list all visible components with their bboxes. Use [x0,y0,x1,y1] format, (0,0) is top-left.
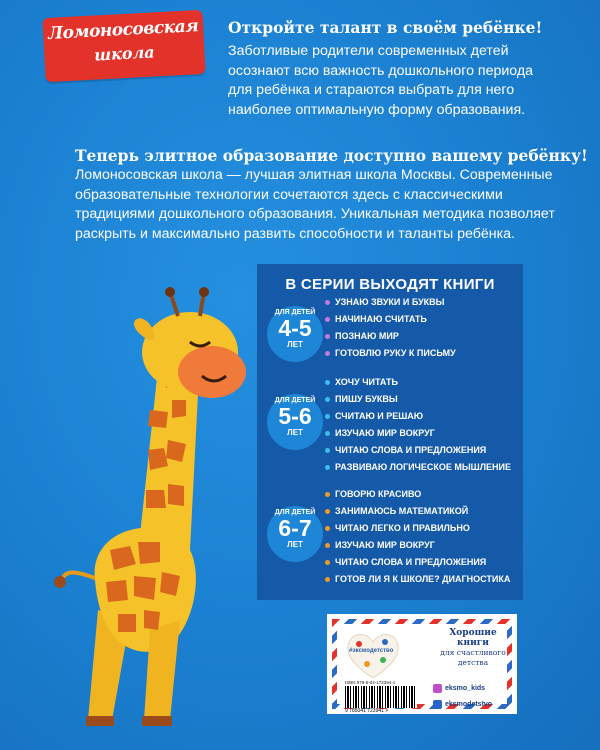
book-title: ЧИТАЮ СЛОВА И ПРЕДЛОЖЕНИЯ [335,445,487,455]
book-title: РАЗВИВАЮ ЛОГИЧЕСКОЕ МЫШЛЕНИЕ [335,462,512,472]
book-title: ЗАНИМАЮСЬ МАТЕМАТИКОЙ [335,506,469,516]
sticker-body [337,624,507,714]
age-unit: ЛЕТ [287,540,303,549]
list-item [325,374,511,391]
headline-elite-education: Теперь элитное образование доступно вашему ребёнку! [75,146,588,165]
book-title: ПОЗНАЮ МИР [335,331,399,341]
book-title: СЧИТАЮ И РЕШАЮ [335,411,424,421]
book-list-5-6 [325,374,511,476]
book-title: ГОВОРЮ КРАСИВО [335,489,422,499]
book-title: ПИШУ БУКВЫ [335,394,398,404]
heart-icon [345,630,401,680]
list-item [325,486,510,503]
list-item [325,425,511,442]
book-series-panel [257,264,523,600]
slogan-line-2: книги [457,638,489,648]
slogan-line-3: для счастливого [440,648,506,657]
paragraph-parents: Заботливые родители современных детей осознают всю важность дошкольного периода для ребёнка и стараются выбрать для него наиболее оптимальную форму образования. [228,43,534,118]
list-item [325,537,510,554]
list-item [325,520,510,537]
slogan [433,628,513,668]
book-title: ГОТОВ ЛИ Я К ШКОЛЕ? ДИАГНОСТИКА [335,574,511,584]
lomonosov-school-logo [42,10,205,82]
barcode-number: 9 785041 723941 > [345,708,389,714]
list-item [325,554,510,571]
age-range: 6-7 [278,515,312,541]
publisher-sticker [327,614,517,714]
age-caption: ДЛЯ ДЕТЕЙ [274,397,316,404]
age-unit: ЛЕТ [287,428,303,437]
age-range: 4-5 [278,315,312,341]
hashtag-label: #эксмодетство [349,648,394,654]
list-item [325,503,510,520]
age-caption: ДЛЯ ДЕТЕЙ [274,509,316,516]
book-title: УЗНАЮ ЗВУКИ И БУКВЫ [335,297,445,307]
instagram-icon [433,684,442,693]
book-list-4-5 [325,294,456,362]
book-title: ЧИТАЮ СЛОВА И ПРЕДЛОЖЕНИЯ [335,557,487,567]
age-badge-5-6 [267,394,323,450]
list-item [325,345,456,362]
list-item [325,311,456,328]
series-title: В СЕРИИ ВЫХОДЯТ КНИГИ [285,276,495,293]
age-range: 5-6 [278,403,312,429]
instagram-handle [433,684,485,693]
book-title: ГОТОВЛЮ РУКУ К ПИСЬМУ [335,348,456,358]
isbn-text: ISBN 978-5-04-172394-1 [345,680,396,685]
slogan-line-4: детства [457,658,489,667]
book-title: НАЧИНАЮ СЧИТАТЬ [335,314,427,324]
vk-label: eksmodetstvo [445,701,493,708]
age-badge-4-5 [267,306,323,362]
list-item [325,442,511,459]
slogan-line-1: Хорошие [449,628,497,638]
age-caption: ДЛЯ ДЕТЕЙ [274,309,316,316]
age-badge-6-7 [267,506,323,562]
vk-icon [433,700,442,709]
age-unit: ЛЕТ [287,340,303,349]
book-title: ИЗУЧАЮ МИР ВОКРУГ [335,540,435,550]
list-item [325,328,456,345]
instagram-label: eksmo_kids [445,685,486,692]
vk-handle [433,700,492,709]
list-item [325,571,510,588]
book-list-6-7 [325,486,510,588]
giraffe-illustration [40,280,280,740]
logo-line-1: Ломоносовская [47,16,199,44]
paragraph-school: Ломоносовская школа — лучшая элитная школа Москвы. Современные образовательные технологии сочетаются здесь с классическими традициями дошкольного образования. Уникальная методика позволяет раскрыть и максимально развить способности и таланты ребёнка. [75,167,555,242]
book-title: ИЗУЧАЮ МИР ВОКРУГ [335,428,435,438]
list-item [325,459,511,476]
list-item [325,391,511,408]
list-item [325,408,511,425]
book-title: ЧИТАЮ ЛЕГКО И ПРАВИЛЬНО [335,523,470,533]
barcode [345,686,417,708]
book-title: ХОЧУ ЧИТАТЬ [335,377,398,387]
headline-talent: Откройте талант в своём ребёнке! [228,18,543,37]
list-item [325,294,456,311]
logo-line-2: школа [93,42,156,65]
